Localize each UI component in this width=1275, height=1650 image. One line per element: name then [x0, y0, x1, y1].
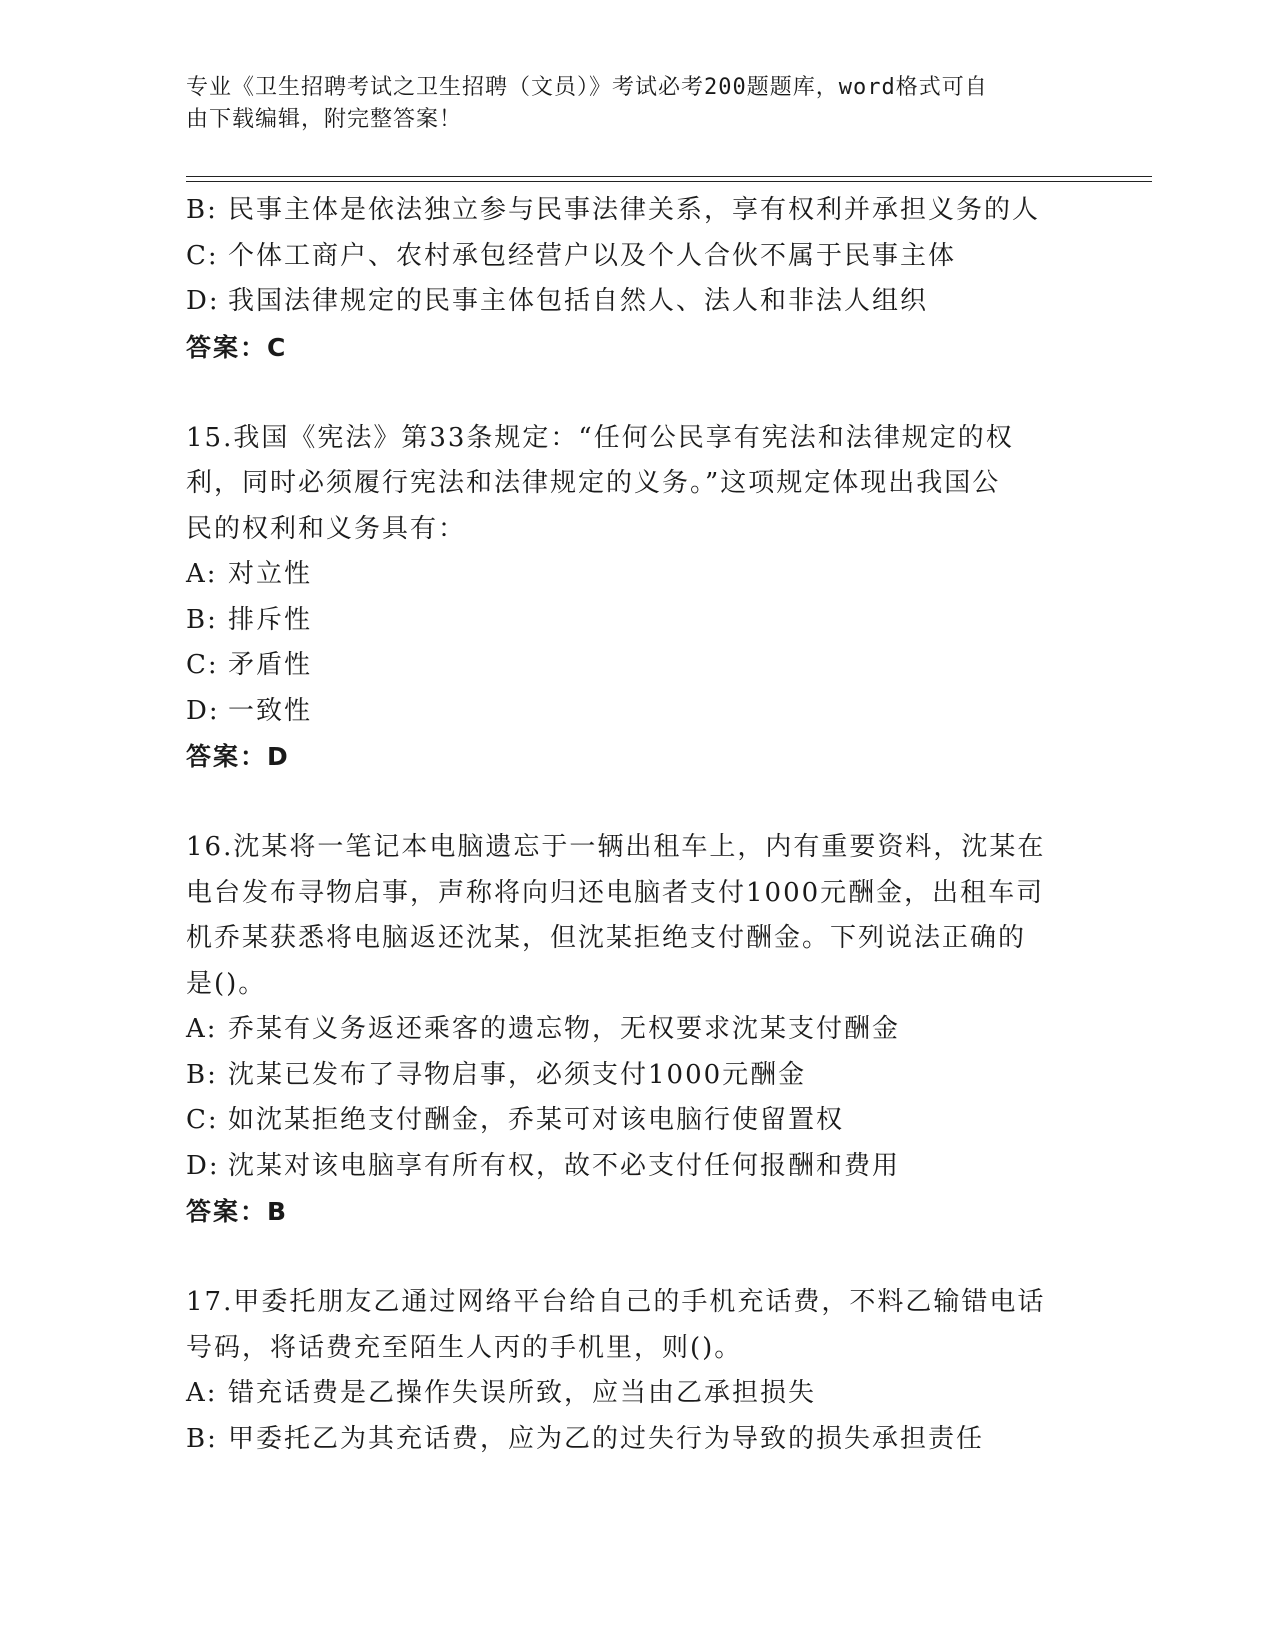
- option-text: 沈某对该电脑享有所有权，故不必支付任何报酬和费用: [228, 1150, 901, 1181]
- question-stem-line: 17.甲委托朋友乙通过网络平台给自己的手机充话费，不料乙输错电话: [186, 1287, 1046, 1317]
- option-text: 如沈某拒绝支付酬金，乔某可对该电脑行使留置权: [228, 1105, 845, 1135]
- header-line-1: 专业《卫生招聘考试之卫生招聘（文员）》考试必考200题题库，word格式可自: [186, 75, 988, 100]
- option-letter: B:: [186, 1059, 218, 1090]
- option-text: 甲委托乙为其充话费，应为乙的过失行为导致的损失承担责任: [228, 1423, 985, 1454]
- option-a: [186, 1371, 1086, 1417]
- option-letter: B:: [186, 604, 218, 635]
- option-d: [186, 1144, 1086, 1190]
- question-stem-line: 利，同时必须履行宪法和法律规定的义务。”这项规定体现出我国公: [186, 468, 1001, 498]
- question-15: [186, 416, 1086, 780]
- option-letter: B:: [186, 1423, 218, 1454]
- option-letter: C:: [186, 240, 219, 271]
- option-c: [186, 234, 1086, 280]
- question-16: [186, 825, 1086, 1235]
- option-text: 对立性: [228, 559, 313, 589]
- option-text: 乔某有义务返还乘客的遗忘物，无权要求沈某支付酬金: [228, 1014, 901, 1044]
- question-stem-line: 是()。: [186, 968, 267, 999]
- option-text: 我国法律规定的民事主体包括自然人、法人和非法人组织: [228, 286, 929, 316]
- option-b: [186, 188, 1086, 234]
- question-spacer: [186, 370, 1086, 416]
- question-stem-line: 号码，将话费充至陌生人丙的手机里，则()。: [186, 1332, 743, 1363]
- option-letter: C:: [186, 650, 219, 680]
- option-letter: A:: [186, 1014, 218, 1044]
- question-stem-line: 电台发布寻物启事，声称将向归还电脑者支付1000元酬金，出租车司: [186, 877, 1045, 908]
- option-letter: D:: [186, 695, 220, 726]
- option-text: 排斥性: [228, 604, 313, 635]
- option-text: 个体工商户、农村承包经营户以及个人合伙不属于民事主体: [228, 240, 957, 271]
- option-text: 民事主体是依法独立参与民事法律关系，享有权利并承担义务的人: [228, 195, 1041, 225]
- option-letter: D:: [186, 286, 220, 316]
- option-letter: A:: [186, 559, 218, 589]
- option-d: [186, 279, 1086, 325]
- document-header: [186, 72, 1066, 136]
- option-text: 沈某已发布了寻物启事，必须支付1000元酬金: [228, 1059, 807, 1090]
- question-stem-line: 15.我国《宪法》第33条规定：“任何公民享有宪法和法律规定的权: [186, 422, 1014, 453]
- option-a: [186, 552, 1086, 598]
- option-d: [186, 689, 1086, 735]
- option-letter: B:: [186, 195, 218, 225]
- option-letter: D:: [186, 1150, 220, 1181]
- header-line-2: 由下载编辑，附完整答案！: [186, 107, 463, 132]
- answer-line: 答案：C: [186, 332, 288, 362]
- option-b: [186, 598, 1086, 644]
- question-17: [186, 1280, 1086, 1462]
- option-text: 一致性: [228, 695, 313, 726]
- question-spacer: [186, 1235, 1086, 1281]
- option-a: [186, 1007, 1086, 1053]
- option-text: 矛盾性: [228, 650, 313, 680]
- answer-line: 答案：B: [186, 1197, 289, 1226]
- header-double-rule: [186, 176, 1152, 182]
- question-stem-line: 16.沈某将一笔记本电脑遗忘于一辆出租车上，内有重要资料，沈某在: [186, 832, 1046, 862]
- question-content: [186, 188, 1086, 1462]
- question-stem-line: 机乔某获悉将电脑返还沈某，但沈某拒绝支付酬金。下列说法正确的: [186, 923, 1027, 953]
- option-text: 错充话费是乙操作失误所致，应当由乙承担损失: [228, 1378, 817, 1408]
- question-spacer: [186, 780, 1086, 826]
- option-b: [186, 1053, 1086, 1099]
- option-letter: C:: [186, 1105, 219, 1135]
- question-14-tail: [186, 188, 1086, 370]
- option-c: [186, 643, 1086, 689]
- question-stem-line: 民的权利和义务具有：: [186, 513, 467, 544]
- answer-line: 答案：D: [186, 742, 290, 771]
- option-letter: A:: [186, 1378, 218, 1408]
- option-c: [186, 1098, 1086, 1144]
- option-b: [186, 1417, 1086, 1463]
